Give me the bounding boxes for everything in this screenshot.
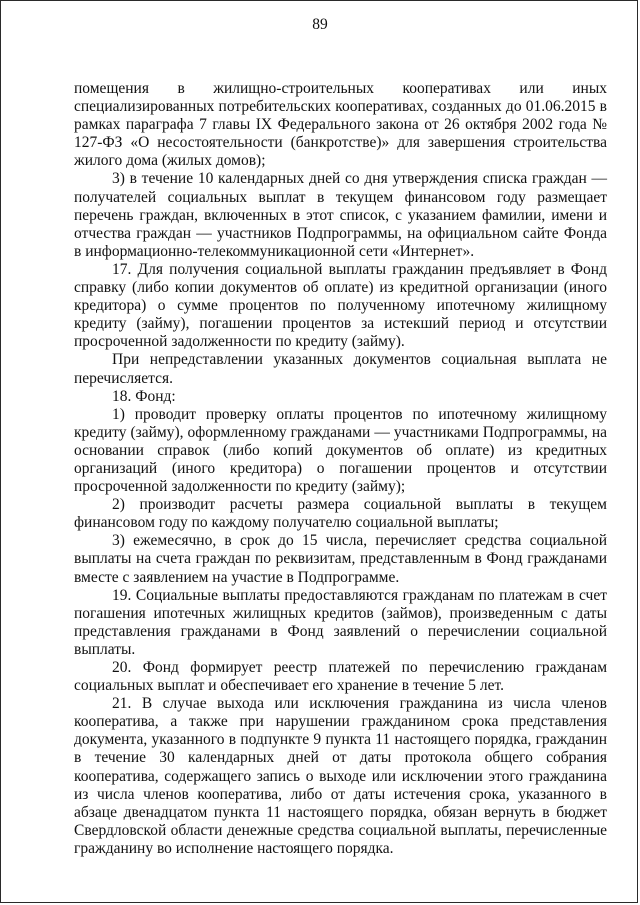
paragraph-continuation: помещения в жилищно-строительных кооперативах или иных специализированных потребительских кооперативах, созданных до 01.06.2015 в рамках параграфа 7 главы IX Федерального закона от 26 октября 2002 года № 127-ФЗ «О несостоятельности (банкротстве)» для завершения строительства жилого дома (жилых домов); xyxy=(74,80,607,170)
paragraph-18-heading: 18. Фонд: xyxy=(112,387,176,405)
paragraph-18-item-2: 2) производит расчеты размера социальной выплаты в текущем финансовом году по каждому получателю социальной выплаты; xyxy=(74,496,607,532)
paragraph-18-item-1: 1) проводит проверку оплаты процентов по ипотечному жилищному кредиту (займу), оформленному гражданами — участниками Подпрограммы, на основании справок (либо копий документов об оплате) из кредитных организаций (иного кредитора) о погашении процентов и отсутствии просроченной задолженности по кредиту (займу); xyxy=(74,405,607,496)
page-number: 89 xyxy=(312,16,328,33)
paragraph-item-3: 3) в течение 10 календарных дней со дня утверждения списка граждан — получателей социальных выплат в текущем финансовом году размещает перечень граждан, включенных в этот список, с указанием фамилии, имени и отчества граждан — участников Подпрограммы, на официальном сайте Фонда в информационно-телекоммуникационной сети «Интернет». xyxy=(74,170,607,260)
paragraph-18-item-3: 3) ежемесячно, в срок до 15 числа, перечисляет средства социальной выплаты на счета граждан по реквизитам, представленным в Фонд гражданами вместе с заявлением на участие в Подпрограмме. xyxy=(74,532,607,586)
paragraph-21: 21. В случае выхода или исключения гражданина из числа членов кооператива, а также при нарушении гражданином срока представления документа, указанного в подпункте 9 пункта 11 настоящего порядка, гражданин в течение 30 календарных дней от даты протокола общего собрания кооператива, содержащего запись о выходе или исключении этого гражданина из числа членов кооператива, либо от даты истечения срока, указанного в абзаце двенадцатом пункта 11 настоящего порядка, обязан вернуть в бюджет Свердловской области денежные средства социальной выплаты, перечисленные гражданину во исполнение настоящего порядка. xyxy=(74,695,607,857)
paragraph-19: 19. Социальные выплаты предоставляются гражданам по платежам в счет погашения ипотечных жилищных кредитов (займов), произведенным с даты представления гражданами в Фонд заявлений о перечислении социальной выплаты. xyxy=(74,586,607,658)
document-body xyxy=(74,80,607,858)
paragraph-17: 17. Для получения социальной выплаты гражданин предъявляет в Фонд справку (либо копии документов об оплате) из кредитной организации (иного кредитора) о сумме процентов по полученному ипотечному жилищному кредиту (займу), погашении процентов за истекший период и отсутствии просроченной задолженности по кредиту (займу). xyxy=(74,260,607,351)
paragraph-20: 20. Фонд формирует реестр платежей по перечислению гражданам социальных выплат и обеспечивает его хранение в течение 5 лет. xyxy=(74,659,607,695)
paragraph-17-note: При непредставлении указанных документов социальная выплата не перечисляется. xyxy=(74,351,607,387)
